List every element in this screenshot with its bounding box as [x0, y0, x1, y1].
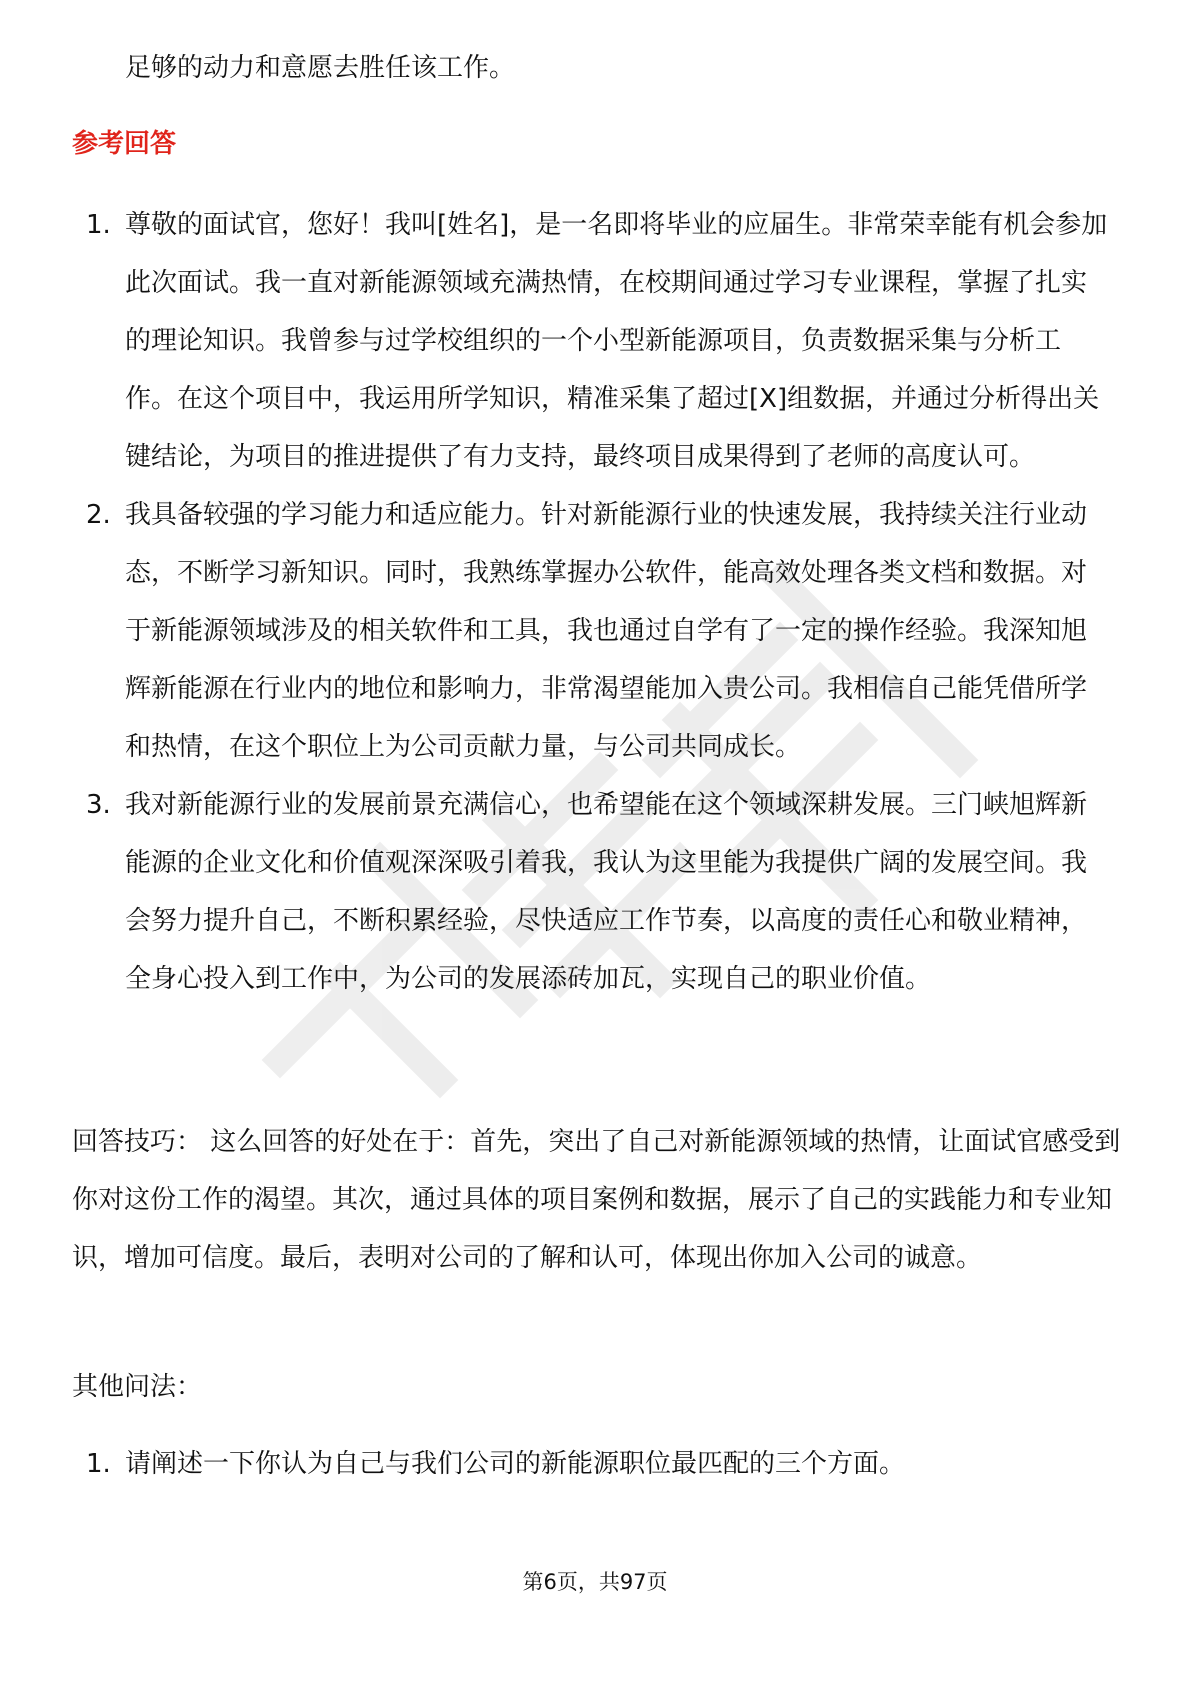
list-item-text: 请阐述一下你认为自己与我们公司的新能源职位最匹配的三个方面。: [125, 1449, 906, 1479]
list-item-number: 1.: [86, 210, 111, 240]
list-item-number: 3.: [86, 790, 111, 820]
answer-tip-paragraph: 回答技巧： 这么回答的好处在于：首先，突出了自己对新能源领域的热情，让面试官感受到你对这份工作的渴望。其次，通过具体的项目案例和数据，展示了自己的实践能力和专业知识，增加可信度。最后，表明对公司的了解和认可，体现出你加入公司的诚意。: [72, 1127, 1121, 1273]
continuation-text: 足够的动力和意愿去胜任该工作。: [125, 53, 516, 83]
other-questions-label: 其他问法：: [72, 1372, 203, 1402]
list-item: [72, 486, 1112, 776]
section-heading-reference-answer: 参考回答: [72, 129, 177, 159]
list-item: [72, 776, 1112, 1008]
list-item-number: 1.: [86, 1449, 111, 1479]
list-item: [72, 1435, 1112, 1493]
list-item-text: 我对新能源行业的发展前景充满信心，也希望能在这个领域深耕发展。三门峡旭辉新能源的企业文化和价值观深深吸引着我，我认为这里能为我提供广阔的发展空间。我会努力提升自己，不断积累经验，尽快适应工作节奏，以高度的责任心和敬业精神，全身心投入到工作中，为公司的发展添砖加瓦，实现自己的职业价值。: [125, 790, 1088, 994]
answer-list: [72, 196, 1112, 1008]
list-item-text: 我具备较强的学习能力和适应能力。针对新能源行业的快速发展，我持续关注行业动态，不断学习新知识。同时，我熟练掌握办公软件，能高效处理各类文档和数据。对于新能源领域涉及的相关软件和工具，我也通过自学有了一定的操作经验。我深知旭辉新能源在行业内的地位和影响力，非常渴望能加入贵公司。我相信自己能凭借所学和热情，在这个职位上为公司贡献力量，与公司共同成长。: [125, 500, 1088, 762]
other-questions-list: [72, 1435, 1112, 1493]
list-item-text: 尊敬的面试官，您好！我叫[姓名]，是一名即将毕业的应届生。非常荣幸能有机会参加此次面试。我一直对新能源领域充满热情，在校期间通过学习专业课程，掌握了扎实的理论知识。我曾参与过学校组织的一个小型新能源项目，负责数据采集与分析工作。在这个项目中，我运用所学知识，精准采集了超过[X]组数据，并通过分析得出关键结论，为项目的推进提供了有力支持，最终项目成果得到了老师的高度认可。: [125, 210, 1108, 472]
list-item-number: 2.: [86, 500, 111, 530]
list-item: [72, 196, 1112, 486]
page-footer: 第6页，共97页: [522, 1570, 668, 1594]
